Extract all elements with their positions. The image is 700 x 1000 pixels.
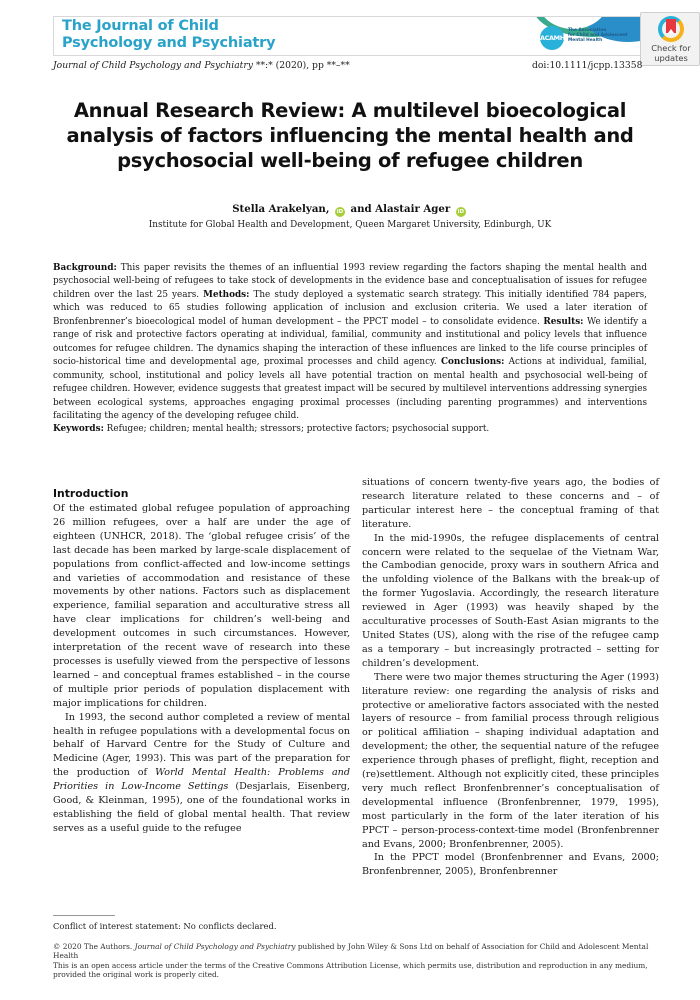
abstract-conclusions-label: Conclusions: [440,357,505,368]
citation-line [53,60,350,71]
author-affiliation: Institute for Global Health and Development, Queen Margaret University, Edinburgh, UK [148,220,552,230]
body-paragraph: In the mid-1990s, the refugee displacements of central concern were related to the sequelae of the Vietnam War, the Cambodian genocide, proxy wars in southern Africa and the unfolding violence of the Balkans with the break-up of the former Yugoslavia. Accordingly, the research literature reviewed in Ager (1993) was heavily shaped by the acculturative processes of South-East Asian migrants to the United States (US), along with the rise of the refugee camp as a temporary – but increasingly protracted – setting for children’s development. [362,532,659,669]
abstract-methods-text: The study deployed a systematic search strategy. This initially identified 784 papers, which was reduced to 65 studies following application of inclusion and exclusion criteria. We used a later iteration of Bronfenbrenner’s bioecological model of human development – the PPCT model – to consolidate evidence. [53,289,647,327]
abstract [53,262,647,437]
bookmark-notch [668,29,674,33]
abstract-conclusions-text: Actions at individual, familial, community, school, institutional and policy levels all have potential traction on mental health and psychosocial well-being of refugee children. However, evidence suggests that greatest impact will be secured by multilevel interventions addressing synergies between ecological systems, approaches engaging proximal processes (including parenting programmes) and interventions facilitating the agency of the developing refugee child. [53,357,647,421]
paragraph-text: In 1993, the second author completed a review of mental health in refugee populations with a developmental focus on behalf of Harvard Centre for the Study of Culture and Medicine (Ager, 1993). This was part of the preparation for the production of [53,711,350,779]
orcid-icon[interactable]: iD [336,209,344,215]
check-for-updates-button[interactable] [640,12,700,66]
abstract-background-text: This paper revisits the themes of an influential 1993 review regarding the factors shaping the mental health and psychosocial well-being of refugees to take stock of developments in the evidence base and conceptualisation of issues for refugee children over the last 25 years. [53,263,647,300]
journal-title-line2: Psychology and Psychiatry [62,35,276,51]
keywords-label: Keywords: [53,424,104,435]
society-logo[interactable] [540,26,650,50]
abstract-results-text: We identify a range of risk and protective factors operating at individual, familial, community and institutional and policy levels that influence outcomes for refugee children. The dynamics shaping the interaction of these influences are linked to the life course principles of socio-historical time and developmental age, proximal processes and child agency. [53,316,647,368]
orcid-icon[interactable]: iD [457,209,465,215]
copyright-notice [53,942,650,979]
body-paragraph: In the PPCT model (Bronfenbrenner and Evans, 2000; Bronfenbrenner, 2005), Bronfenbrenner [362,852,659,878]
doi-link[interactable]: doi:10.1111/jcpp.13358 [532,60,643,71]
author-list [0,203,700,217]
abstract-results-label: Results: [543,316,584,327]
author-name[interactable]: Stella Arakelyan, [232,203,330,215]
author-connector: and [350,203,372,215]
citation-journal: Journal of Child Psychology and Psychiatry [53,60,253,71]
footnote-divider [53,915,115,916]
copyright-prefix: © 2020 The Authors. [53,942,135,951]
abstract-methods-label: Methods: [203,289,250,300]
check-updates-line: Check for [651,43,691,53]
section-heading-introduction: Introduction [53,487,129,500]
journal-title[interactable] [62,18,322,52]
abstract-background-label: Background: [53,263,117,273]
check-updates-label [641,44,700,63]
paragraph-text: (Desjarlais, Eisenberg, Good, & Kleinman, 1995), one of the foundational works in establishing the field of global mental health. That review serves as a useful guide to the refugee [53,781,350,834]
license-statement: This is an open access article under the terms of the Creative Commons Attribution License, which permits use, distribution and reproduction in any medium, provided the original work is properly cited. [53,960,648,979]
body-column-right [362,476,659,879]
body-paragraph: situations of concern twenty-five years ago, the bodies of research literature related to these concerns and – of particular interest here – the conceptual framing of that literature. [362,477,659,530]
keywords-text: Refugee; children; mental health; stressors; protective factors; psychosocial support. [103,424,490,435]
copyright-line [53,942,650,961]
citation-volume: **:* (2020), pp **–** [252,60,350,71]
society-name-line: Mental Health [568,38,603,44]
conflict-of-interest-footnote: Conflict of interest statement: No conflicts declared. [53,921,277,931]
check-updates-line: updates [654,52,688,63]
copyright-journal: Journal of Child Psychology and Psychiatry [134,942,296,951]
body-column-left [53,487,350,836]
author-name[interactable]: Alastair Ager [375,203,451,215]
copyright-suffix: published by John Wiley & Sons Ltd on behalf of Association for Child and Adolescent Mental Health [53,942,649,961]
acamh-logo-icon: ACAMH [540,26,564,50]
article-title: Annual Research Review: A multilevel bioecological analysis of factors influencing the mental health and psychosocial well-being of refugee children [66,99,634,172]
journal-title-line1: The Journal of Child [62,18,219,34]
society-name-line: The Association [568,28,607,33]
cited-book-title: World Mental Health: Problems and Priorities in Low-Income Settings [53,767,350,793]
body-paragraph: Of the estimated global refugee population of approaching 26 million refugees, over a half are under the age of eighteen (UNHCR, 2018). The ‘global refugee crisis’ of the last decade has been marked by large-scale displacement of populations from conflict-affected and low-income settings and varieties of accommodation and resistance of these movements by other nations. Factors such as displacement experience, familial separation and acculturative stress all have clear implications for children’s well-being and development outcomes in such circumstances. However, interpretation of the recent wave of research into these processes is usefully viewed from the perspective of lessons learned – and conceptual frames established – in the course of multiple prior periods of population displacement with major implications for children. [53,503,350,709]
body-paragraph [53,711,350,836]
society-name-line: for Child and Adolescent [568,33,628,39]
body-paragraph: There were two major themes structuring the Ager (1993) literature review: one regarding the analysis of risks and protective or ameliorative factors associated with the nested layers of resource – from familial process through religious or political affiliation – shaping individual adaptation and development; the other, the sequential nature of the refugee experience through phases of preflight, flight, reception and (re)settlement. Although not explicitly cited, these principles very much reflect Bronfenbrenner’s conceptualisation of developmental influence (Bronfenbrenner, 1979, 1995), most particularly in the form of the later iteration of his PPCT – person-process-context-time model (Bronfenbrenner and Evans, 2000; Bronfenbrenner, 2005). [362,671,659,850]
